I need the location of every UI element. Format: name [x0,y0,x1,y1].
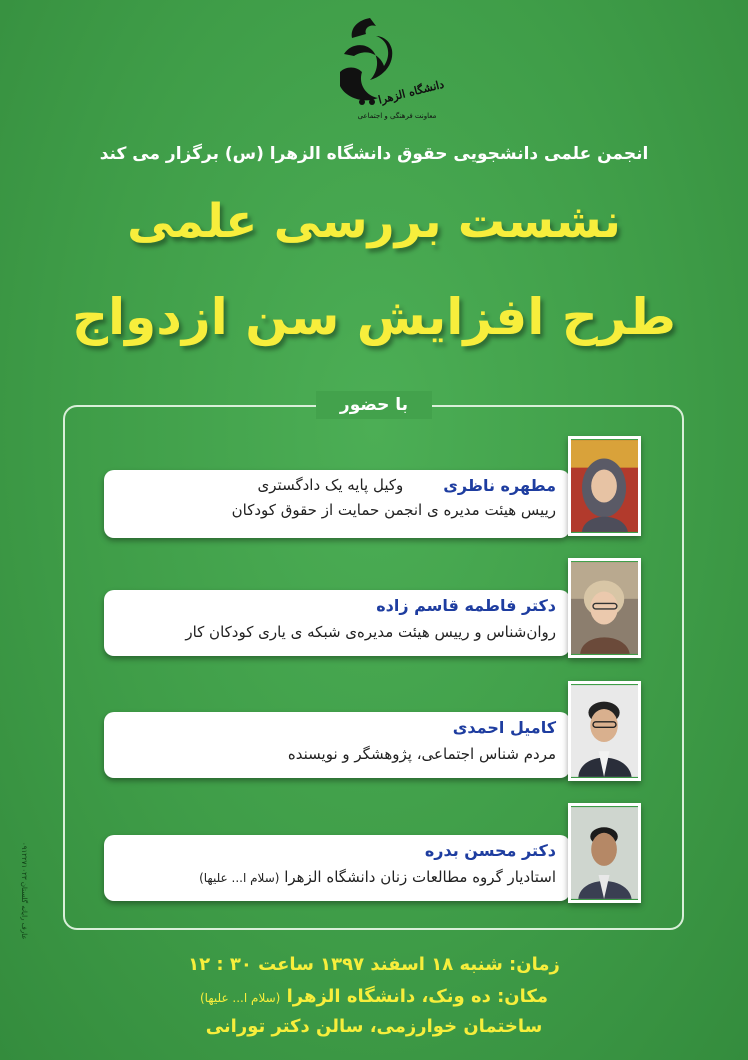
speaker-card-4 [104,835,570,901]
event-time: زمان: شنبه ۱۸ اسفند ۱۳۹۷ ساعت ۳۰ : ۱۲ [188,954,560,975]
event-place: مکان: ده ونک، دانشگاه الزهرا [286,986,549,1007]
logo-text-university: دانشگاه الزهرا [376,77,446,107]
speaker-card-2 [104,590,570,656]
title-line-1: نشست بررسی علمی [127,194,621,249]
speaker-photo-4 [568,803,641,903]
title-line-2: طرح افزایش سن ازدواج [71,288,677,346]
event-venue: ساختمان خوارزمی، سالن دکتر تورانی [205,1016,543,1037]
speaker-title: وکیل پایه یک دادگستری [257,476,404,494]
university-logo [318,14,450,124]
speaker-role: استادیار گروه مطالعات زنان دانشگاه الزهرا [284,868,556,886]
speaker-role: مردم شناس اجتماعی، پژوهشگر و نویسنده [287,745,556,763]
speaker-photo-1 [568,436,641,536]
speaker-card-3 [104,712,570,778]
speaker-portrait-icon [571,684,638,778]
speaker-role: رییس هیئت مدیره ی انجمن حمایت از حقوق کودکان [231,501,556,519]
speaker-name: کامیل احمدی [452,718,556,737]
organizer-line: انجمن علمی دانشجویی حقوق دانشگاه الزهرا (س) برگزار می کند [99,144,649,164]
logo-text-department: معاونت فرهنگی و اجتماعی [357,112,437,120]
speaker-role-suffix: (سلام ا... علیها) [199,871,280,885]
speaker-portrait-icon [571,806,638,900]
speaker-portrait-icon [571,439,638,533]
speaker-name: دکتر فاطمه قاسم زاده [376,596,556,615]
speaker-portrait-icon [571,561,638,655]
event-place-line [0,986,748,1007]
speaker-photo-3 [568,681,641,781]
frame-label: با حضور [316,391,432,419]
speaker-name: دکتر محسن بدره [424,841,556,860]
speaker-card-1 [104,470,570,538]
speaker-name: مطهره ناظری [443,476,556,495]
event-place-suffix: (سلام ا... علیها) [199,991,281,1005]
side-credit: عارف رایانه گلستان ۰۹۱۲۲۷۱۰۲۳ [20,842,28,940]
speaker-role: روان‌شناس و رییس هیئت مدیره‌ی شبکه ی یاری کودکان کار [185,623,556,641]
speaker-photo-2 [568,558,641,658]
